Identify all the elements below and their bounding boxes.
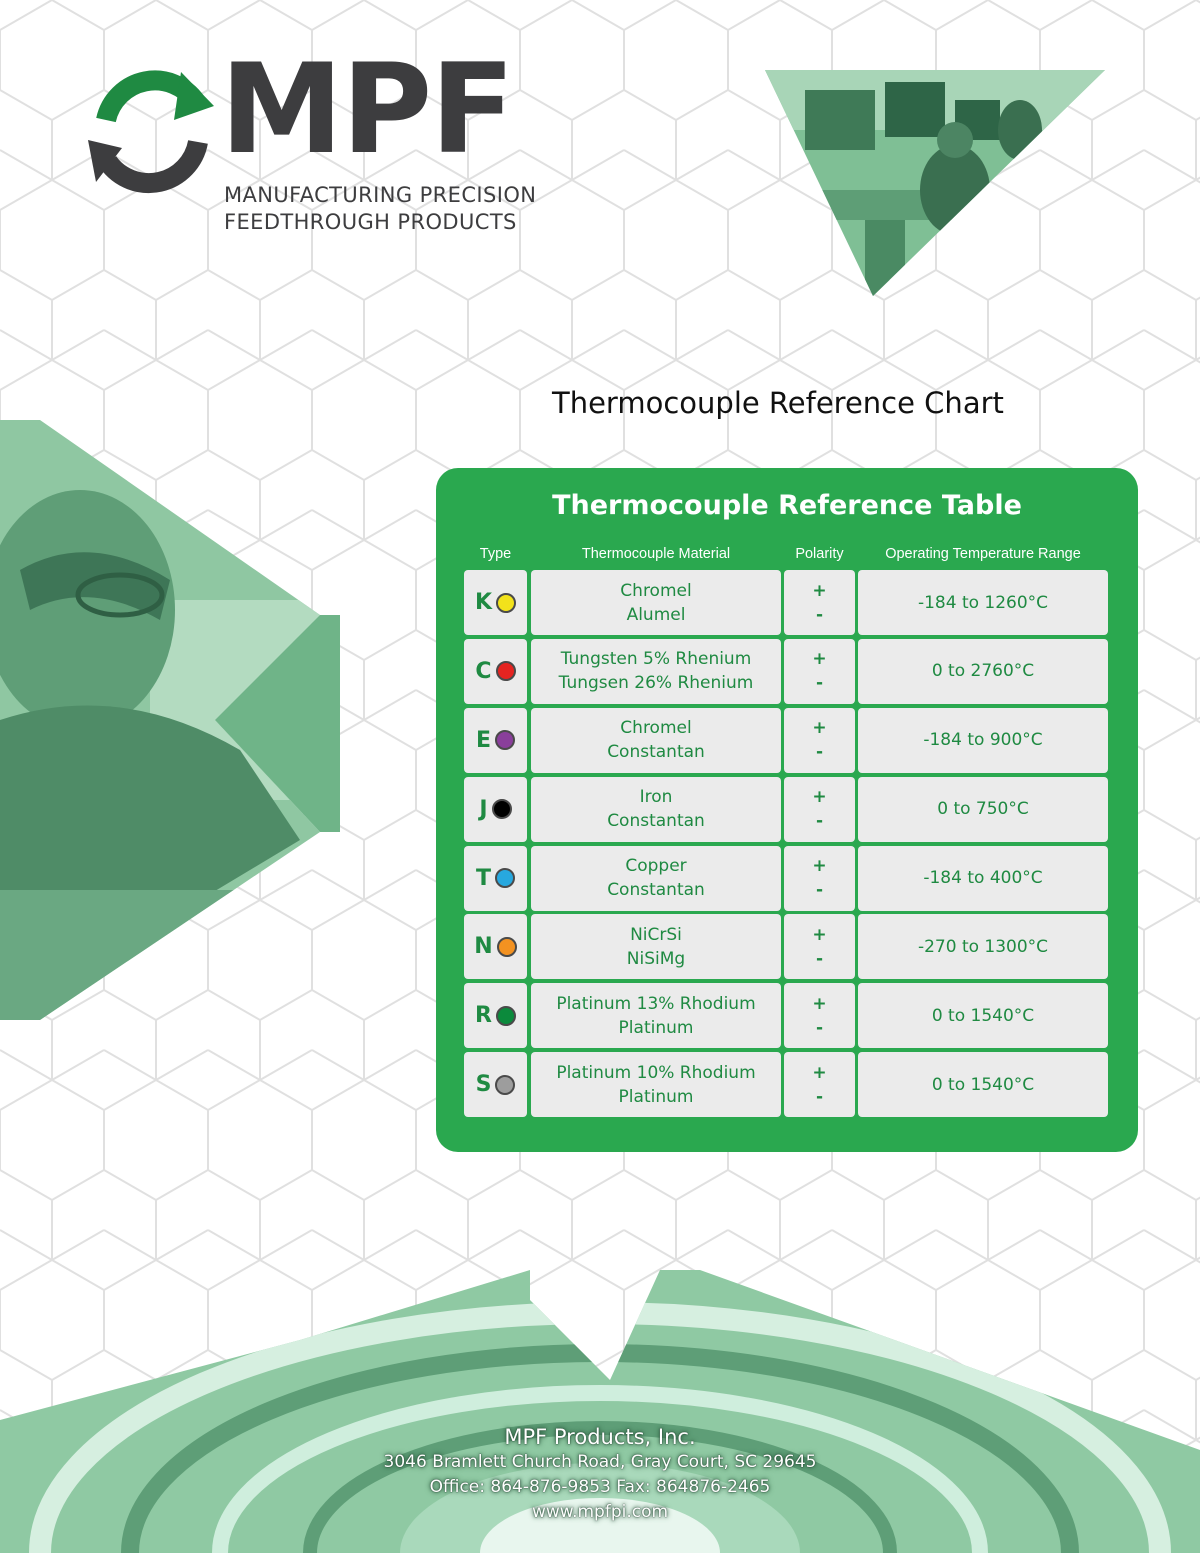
- material-cell: [531, 639, 781, 704]
- wire-color-dot-icon: [496, 1006, 516, 1026]
- type-cell: [464, 708, 527, 773]
- material-negative: Constantan: [607, 880, 705, 901]
- polarity-negative: -: [815, 1086, 824, 1107]
- type-letter: E: [475, 727, 492, 753]
- logo-subtitle: [224, 182, 536, 236]
- header-material: Thermocouple Material: [581, 546, 731, 562]
- polarity-cell: [784, 777, 855, 842]
- material-cell: [531, 570, 781, 635]
- polarity-negative: -: [815, 880, 824, 901]
- polarity-negative: -: [815, 1017, 824, 1038]
- type-cell: [464, 846, 527, 911]
- polarity-negative: -: [815, 673, 824, 694]
- polarity-cell: [784, 639, 855, 704]
- material-positive: Iron: [639, 787, 673, 808]
- material-positive: Chromel: [620, 580, 692, 601]
- polarity-negative: -: [815, 604, 824, 625]
- type-cell: [464, 983, 527, 1048]
- type-letter: C: [475, 658, 492, 684]
- range-cell: [858, 708, 1108, 773]
- polarity-cell: [784, 1052, 855, 1117]
- polarity-cell: [784, 570, 855, 635]
- header-polarity: Polarity: [795, 546, 844, 562]
- type-letter: T: [475, 865, 491, 891]
- material-positive: Copper: [625, 856, 687, 877]
- material-positive: Chromel: [620, 718, 692, 739]
- material-cell: [531, 1052, 781, 1117]
- temperature-range: 0 to 750°C: [937, 799, 1029, 820]
- type-letter: R: [475, 1003, 492, 1029]
- material-negative: Constantan: [607, 811, 705, 832]
- wire-color-dot-icon: [495, 1075, 515, 1095]
- material-positive: Platinum 10% Rhodium: [556, 1062, 756, 1083]
- footer-address: 3046 Bramlett Church Road, Gray Court, SC 29645: [383, 1452, 817, 1472]
- material-negative: Platinum: [618, 1017, 694, 1038]
- type-letter: N: [474, 934, 493, 960]
- material-cell: [531, 983, 781, 1048]
- range-cell: [858, 1052, 1108, 1117]
- temperature-range: 0 to 2760°C: [931, 661, 1035, 682]
- range-cell: [858, 639, 1108, 704]
- polarity-negative: -: [815, 811, 824, 832]
- logo-subtitle-line2: FEEDTHROUGH PRODUCTS: [224, 210, 517, 234]
- type-letter: K: [474, 590, 493, 615]
- temperature-range: -184 to 900°C: [923, 730, 1043, 751]
- material-negative: Constantan: [607, 742, 705, 763]
- table-title: Thermocouple Reference Table: [552, 490, 1022, 521]
- polarity-cell: [784, 846, 855, 911]
- footer-phone-fax: Office: 864-876-9853 Fax: 864876-2465: [429, 1477, 771, 1497]
- polarity-positive: +: [812, 718, 827, 739]
- polarity-cell: [784, 914, 855, 979]
- header-type: Type: [479, 546, 512, 562]
- type-cell: [464, 1052, 527, 1117]
- workshop-photo-triangle: [765, 70, 1105, 296]
- type-cell: [464, 777, 527, 842]
- polarity-positive: +: [812, 856, 827, 877]
- range-cell: [858, 777, 1108, 842]
- material-positive: NiCrSi: [630, 924, 682, 945]
- logo-wordmark: MPF: [220, 38, 513, 182]
- temperature-range: -184 to 1260°C: [917, 592, 1049, 613]
- material-cell: [531, 777, 781, 842]
- material-positive: Tungsten 5% Rhenium: [560, 649, 752, 670]
- mpf-logo: [86, 38, 537, 237]
- polarity-positive: +: [812, 787, 827, 808]
- logo-subtitle-line1: MANUFACTURING PRECISION: [224, 183, 537, 207]
- material-negative: Platinum: [618, 1086, 694, 1107]
- type-cell: [464, 570, 527, 635]
- material-positive: Platinum 13% Rhodium: [556, 993, 756, 1014]
- temperature-range: 0 to 1540°C: [931, 1074, 1035, 1095]
- page-title: Thermocouple Reference Chart: [552, 386, 1004, 420]
- material-cell: [531, 708, 781, 773]
- header-range: Operating Temperature Range: [885, 546, 1081, 562]
- wire-color-dot-icon: [496, 593, 516, 613]
- polarity-positive: +: [812, 993, 827, 1014]
- range-cell: [858, 570, 1108, 635]
- polarity-positive: +: [812, 580, 827, 601]
- polarity-positive: +: [812, 649, 827, 670]
- type-letter: S: [475, 1072, 492, 1098]
- wire-color-dot-icon: [497, 937, 517, 957]
- footer-website-link[interactable]: www.mpfpi.com: [531, 1502, 669, 1522]
- footer-company: MPF Products, Inc.: [504, 1425, 696, 1449]
- type-letter: J: [479, 796, 488, 822]
- wire-color-dot-icon: [496, 661, 516, 681]
- polarity-positive: +: [812, 924, 827, 945]
- type-cell: [464, 639, 527, 704]
- wire-color-dot-icon: [495, 730, 515, 750]
- recycle-arrows-logo-icon: [86, 62, 216, 202]
- polarity-cell: [784, 708, 855, 773]
- type-cell: [464, 914, 527, 979]
- material-negative: Alumel: [626, 604, 686, 625]
- polarity-negative: -: [815, 742, 824, 763]
- range-cell: [858, 846, 1108, 911]
- wire-color-dot-icon: [495, 868, 515, 888]
- worker-photo-left: [0, 420, 340, 1020]
- temperature-range: -184 to 400°C: [923, 868, 1043, 889]
- material-negative: NiSiMg: [626, 948, 686, 969]
- reference-table-card: [436, 468, 1138, 1152]
- range-cell: [858, 983, 1108, 1048]
- polarity-negative: -: [815, 948, 824, 969]
- temperature-range: -270 to 1300°C: [917, 936, 1049, 957]
- range-cell: [858, 914, 1108, 979]
- material-cell: [531, 846, 781, 911]
- temperature-range: 0 to 1540°C: [931, 1005, 1035, 1026]
- wire-color-dot-icon: [492, 799, 512, 819]
- polarity-positive: +: [812, 1062, 827, 1083]
- footer-contact: [0, 1424, 1200, 1525]
- material-negative: Tungsen 26% Rhenium: [558, 673, 754, 694]
- polarity-cell: [784, 983, 855, 1048]
- material-cell: [531, 914, 781, 979]
